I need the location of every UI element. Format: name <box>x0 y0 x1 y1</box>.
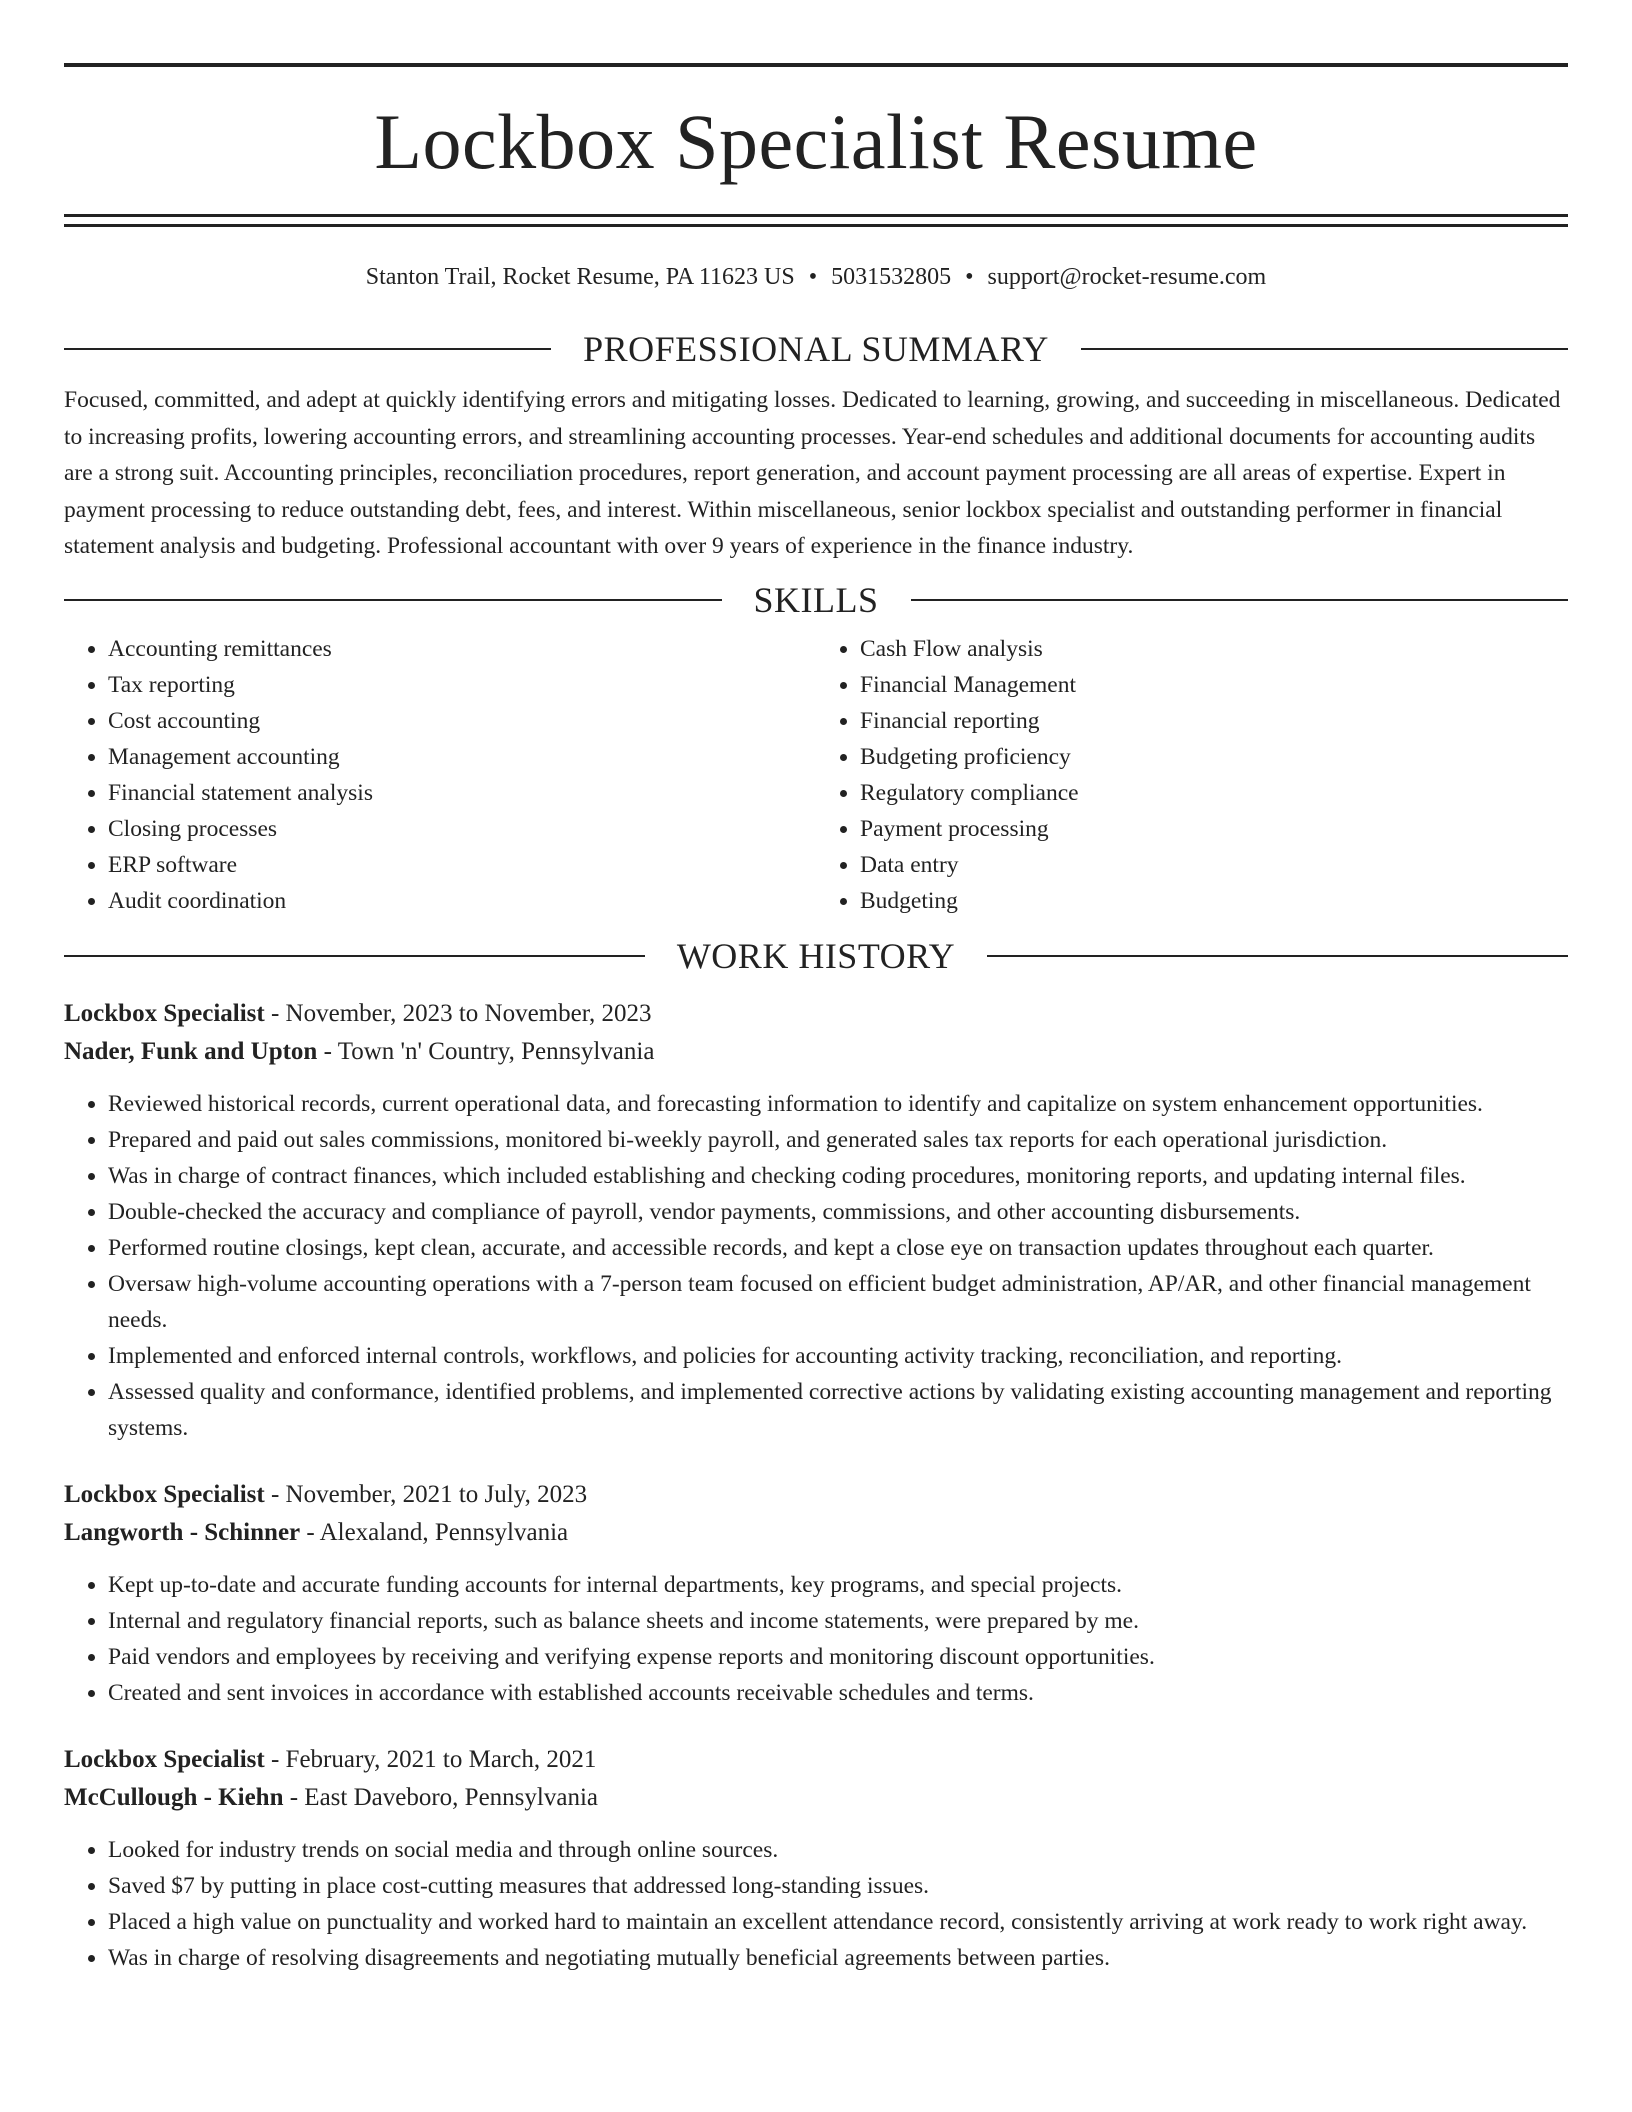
job-bullet: • Assessed quality and conformance, identified problems, and implemented corrective actions by validating existing accounting management and reporting systems. <box>108 1374 1568 1446</box>
summary-heading-label: PROFESSIONAL SUMMARY <box>583 329 1049 369</box>
job-bullet: • Placed a high value on punctuality and worked hard to maintain an excellent attendance record, consistently arriving at work ready to work right away. <box>108 1904 1568 1940</box>
job-entry <box>64 1476 1568 1711</box>
job-location: - Alexaland, Pennsylvania <box>300 1519 569 1546</box>
job-company-line <box>64 1779 1568 1818</box>
skills-column-left <box>64 631 816 919</box>
job-bullet: • Oversaw high-volume accounting operations with a 7-person team focused on efficient budget administration, AP/AR, and other financial management needs. <box>108 1266 1568 1338</box>
job-bullet: • Performed routine closings, kept clean, accurate, and accessible records, and kept a close eye on transaction updates throughout each quarter. <box>108 1230 1568 1266</box>
heading-rule-right <box>1081 348 1568 350</box>
skill-item: • Financial Management <box>860 667 1568 703</box>
job-bullet: • Was in charge of resolving disagreements and negotiating mutually beneficial agreements between parties. <box>108 1940 1568 1976</box>
heading-rule-left <box>64 955 645 957</box>
skill-item: • Accounting remittances <box>108 631 816 667</box>
job-bullet: • Was in charge of contract finances, which included establishing and checking coding procedures, monitoring reports, and updating internal files. <box>108 1158 1568 1194</box>
skill-item: • ERP software <box>108 847 816 883</box>
skill-item: • Regulatory compliance <box>860 775 1568 811</box>
job-company-line <box>64 1514 1568 1553</box>
job-title-line <box>64 1476 1568 1515</box>
contact-address: Stanton Trail, Rocket Resume, PA 11623 US <box>365 264 795 290</box>
job-bullet: • Implemented and enforced internal controls, workflows, and policies for accounting activity tracking, reconciliation, and reporting. <box>108 1338 1568 1374</box>
heading-rule-right <box>987 955 1568 957</box>
skills-heading-label: SKILLS <box>753 579 879 620</box>
job-company: Langworth - Schinner <box>64 1519 301 1546</box>
skills-list <box>64 631 1568 919</box>
skill-item: • Tax reporting <box>108 667 816 703</box>
job-bullet: • Created and sent invoices in accordance with established accounts receivable schedules and terms. <box>108 1675 1568 1711</box>
job-location: - East Daveboro, Pennsylvania <box>283 1784 598 1811</box>
job-role: Lockbox Specialist <box>64 999 265 1027</box>
skill-item: • Data entry <box>860 847 1568 883</box>
resume-title: Lockbox Specialist Resume <box>374 98 1258 185</box>
skills-column-right <box>816 631 1568 919</box>
heading-rule-left <box>64 348 551 350</box>
job-dates: - November, 2021 to July, 2023 <box>264 1480 588 1508</box>
job-company-line <box>64 1033 1568 1072</box>
job-bullet: • Reviewed historical records, current operational data, and forecasting information to identify and capitalize on system enhancement opportunities. <box>108 1086 1568 1122</box>
contact-email: support@rocket-resume.com <box>987 264 1267 290</box>
skill-item: • Budgeting <box>860 883 1568 919</box>
job-role: Lockbox Specialist <box>64 1745 265 1773</box>
job-title-line <box>64 1741 1568 1780</box>
work-history-heading-label: WORK HISTORY <box>676 935 956 976</box>
work-history-heading <box>64 936 1568 976</box>
top-rule <box>64 63 1568 67</box>
skill-item: • Closing processes <box>108 811 816 847</box>
skill-item: • Audit coordination <box>108 883 816 919</box>
job-location: - Town 'n' Country, Pennsylvania <box>317 1038 655 1065</box>
skill-item: • Financial reporting <box>860 703 1568 739</box>
job-bullet: • Prepared and paid out sales commissions, monitored bi-weekly payroll, and generated sales tax reports for each operational jurisdiction. <box>108 1122 1568 1158</box>
job-entry <box>64 1741 1568 1976</box>
job-entry <box>64 995 1568 1446</box>
summary-heading <box>64 329 1568 369</box>
contact-line <box>64 262 1568 292</box>
job-dates: - November, 2023 to November, 2023 <box>264 999 652 1027</box>
job-bullets <box>64 1567 1568 1711</box>
skill-item: • Financial statement analysis <box>108 775 816 811</box>
contact-separator: • <box>965 264 974 290</box>
skill-item: • Payment processing <box>860 811 1568 847</box>
job-bullet: • Internal and regulatory financial reports, such as balance sheets and income statements, were prepared by me. <box>108 1603 1568 1639</box>
job-bullet: • Kept up-to-date and accurate funding accounts for internal departments, key programs, and special projects. <box>108 1567 1568 1603</box>
job-bullets <box>64 1086 1568 1446</box>
job-dates: - February, 2021 to March, 2021 <box>264 1745 597 1773</box>
job-title-line <box>64 995 1568 1034</box>
summary-text: Focused, committed, and adept at quickly identifying errors and mitigating losses. Dedicated to learning, growing, and succeeding in miscellaneous. Dedicated to increasing profits, lowering accounting errors, and streamlining accounting processes. Year-end schedules and additional documents for accounting audits are a strong suit. Accounting principles, reconciliation procedures, report generation, and account payment processing are all areas of expertise. Expert in payment processing to reduce outstanding debt, fees, and interest. Within miscellaneous, senior lockbox specialist and outstanding performer in financial statement analysis and budgeting. Professional accountant with over 9 years of experience in the finance industry. <box>64 387 1561 559</box>
job-bullet: • Looked for industry trends on social media and through online sources. <box>108 1832 1568 1868</box>
skill-item: • Management accounting <box>108 739 816 775</box>
job-bullets <box>64 1832 1568 1976</box>
heading-rule-right <box>911 599 1569 601</box>
job-company: Nader, Funk and Upton <box>64 1038 318 1065</box>
skills-heading <box>64 580 1568 620</box>
job-bullet: • Paid vendors and employees by receiving and verifying expense reports and monitoring discount opportunities. <box>108 1639 1568 1675</box>
title-double-rule <box>64 214 1568 227</box>
skill-item: • Budgeting proficiency <box>860 739 1568 775</box>
job-bullet: • Saved $7 by putting in place cost-cutting measures that addressed long-standing issues. <box>108 1868 1568 1904</box>
heading-rule-left <box>64 599 722 601</box>
contact-phone: 5031532805 <box>831 264 952 290</box>
skill-item: • Cost accounting <box>108 703 816 739</box>
contact-separator: • <box>808 264 818 290</box>
job-bullet: • Double-checked the accuracy and compliance of payroll, vendor payments, commissions, and other accounting disbursements. <box>108 1194 1568 1230</box>
job-role: Lockbox Specialist <box>64 1480 265 1508</box>
job-company: McCullough - Kiehn <box>64 1784 284 1811</box>
skill-item: • Cash Flow analysis <box>860 631 1568 667</box>
